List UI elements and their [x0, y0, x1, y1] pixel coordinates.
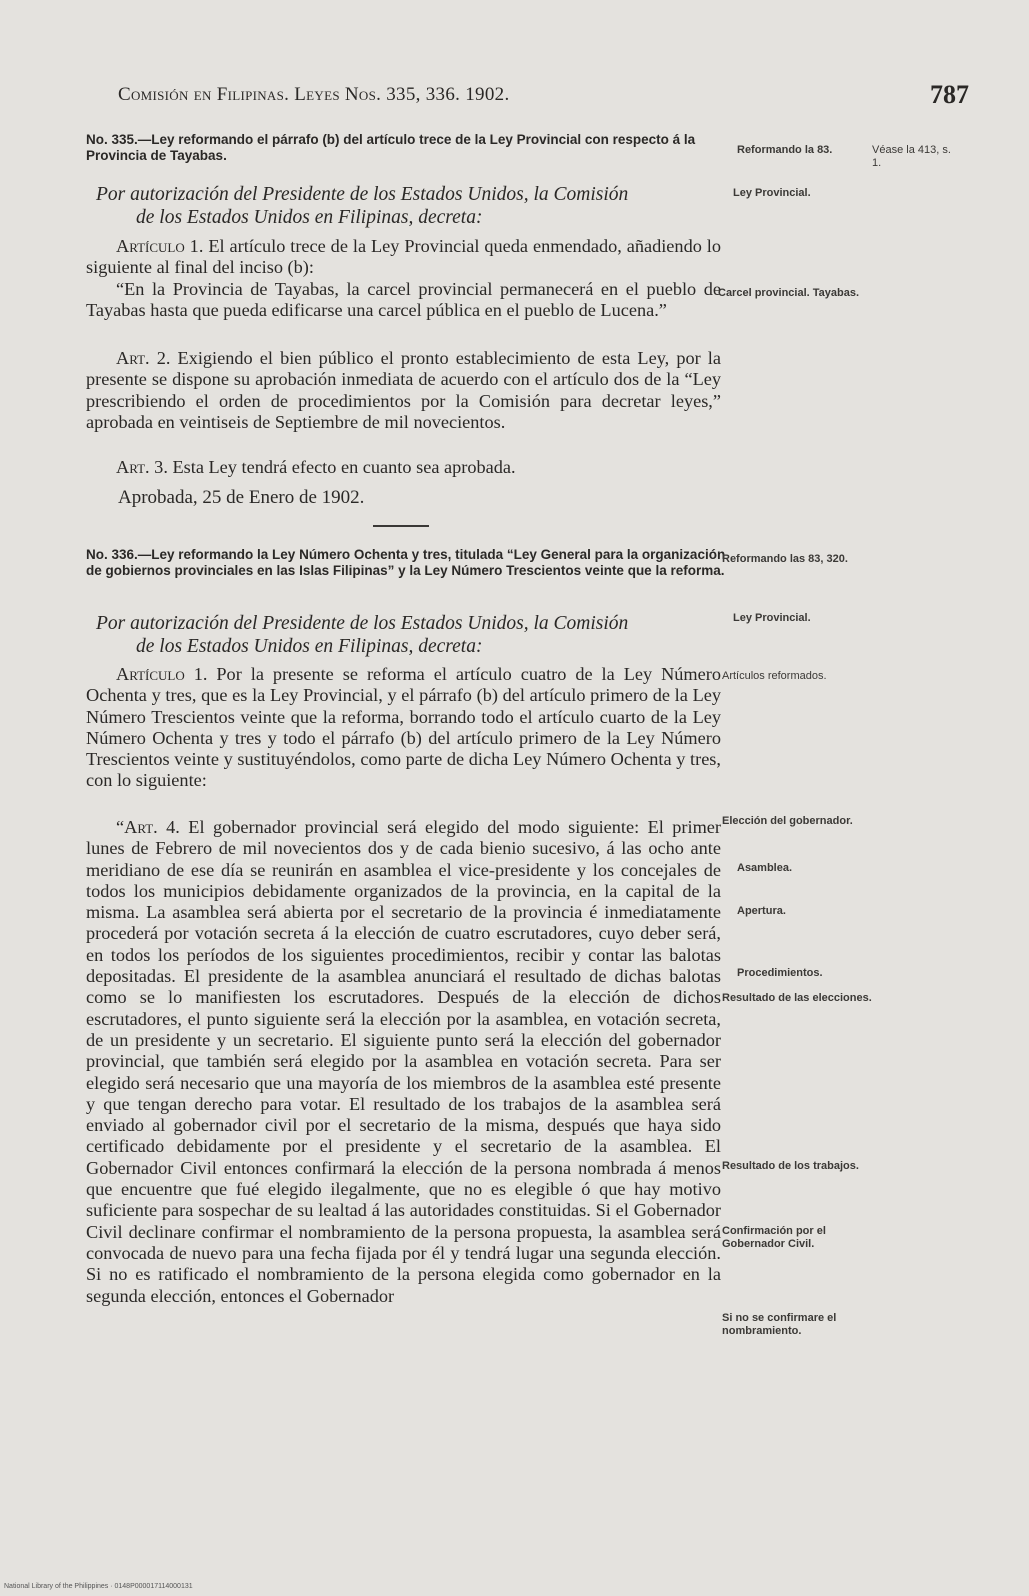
preamble-line-2: de los Estados Unidos en Filipinas, decreta: [136, 636, 483, 657]
margin-note: Elección del gobernador. [722, 815, 853, 827]
preamble-line-2: de los Estados Unidos en Filipinas, decreta: [136, 207, 483, 228]
law-335-heading: No. 335.—Ley reformando el párrafo (b) del artículo trece de la Ley Provincial con respecto á la Provincia de Tayabas. [86, 132, 696, 163]
section-divider [373, 525, 429, 527]
margin-note: Carcel provincial. Tayabas. [718, 287, 860, 299]
article-label: Art. 3. [116, 457, 168, 477]
margin-note: Resultado de las elecciones. [722, 992, 872, 1004]
margin-note: Véase la 413, s. 1. [872, 144, 951, 169]
margin-note: Procedimientos. [737, 967, 823, 979]
margin-note: Reformando la 83. [737, 144, 833, 156]
margin-note: Ley Provincial. [733, 187, 811, 199]
running-head: Comisión en Filipinas. Leyes Nos. 335, 336. 1902. [118, 84, 510, 105]
law-335-article-3 [86, 457, 721, 478]
margin-note: Si no se confirmare el nombramiento. [722, 1312, 837, 1337]
law-335-approved-date: Aprobada, 25 de Enero de 1902. [118, 487, 365, 508]
law-335-article-1-quote: “En la Provincia de Tayabas, la carcel provincial permanecerá en el pueblo de Tayabas hasta que pueda edificarse una carcel pública en el pueblo de Lucena.” [86, 279, 721, 321]
margin-note: Asamblea. [737, 862, 793, 874]
article-label: Art. 2. [116, 348, 171, 368]
scan-footer: National Library of the Philippines · 0148P000017114000131 [4, 1583, 193, 1590]
margin-note: Confirmación por el Gobernador Civil. [722, 1225, 826, 1250]
law-335-article-1 [86, 236, 721, 279]
margin-note: Apertura. [737, 905, 786, 917]
article-text: El gobernador provincial será elegido del modo siguiente: El primer lunes de Febrero de mil novecientos dos y de cada bienio sucesivo, á las ocho ante meridiano de ese día se reunirán en asamblea el vice-presidente y los concejales de todos los municipios debidamente organizados de la provincia, en la capital de la misma. La asamblea será abierta por el secretario de la provincia é inmediatamente procederá por votación secreta á la elección de cuatro escrutadores, cuyo deber será, en todos los períodos de los siguientes procedimientos, recibir y contar las balotas depositadas. El presidente de la asamblea anunciará el resultado de dichas balotas como se lo manifiesten los escrutadores. Después de la elección de dichos escrutadores, el punto siguiente será la elección por la asamblea, en votación secreta, de un presidente y un secretario. El siguiente punto será la elección del gobernador provincial, que también será elegido por la asamblea en votación secreta. Para ser elegido será necesario que una mayoría de los miembros de la asamblea esté presente y que tengan derecho para votar. El resultado de los trabajos de la asamblea será enviado al gobernador civil por el secretario de la misma, después que haya sido certificado debidamente por el presidente y el secretario de la asamblea. El Gobernador Civil entonces confirmará la elección de la persona nombrada á menos que encuentre que fué elegido ilegalmente, que no es elegible ó que hay motivo suficiente para sospechar de su lealtad á las autoridades constituidas. Si el Gobernador Civil declinare confirmar el nombramiento de la persona propuesta, la asamblea será convocada de nuevo para una fecha fijada por él y tendrá lugar una segunda elección. Si no es ratificado el nombramiento de la persona elegida como gobernador en la segunda elección, entonces el Gobernador [86, 817, 722, 1306]
law-336-article-4 [86, 817, 721, 1307]
margin-note: Resultado de los trabajos. [722, 1160, 859, 1172]
margin-note: Ley Provincial. [733, 612, 811, 624]
law-336-preamble [96, 612, 721, 658]
article-label: Artículo 1. [116, 664, 208, 684]
law-336-heading: No. 336.—Ley reformando la Ley Número Ochenta y tres, titulada “Ley General para la organización de gobiernos provinciales en las Islas Filipinas” y la Ley Número Trescientos veinte que la reforma. [86, 547, 726, 578]
preamble-line-1: Por autorización del Presidente de los Estados Unidos, la Comisión [96, 184, 629, 205]
article-text: El artículo trece de la Ley Provincial queda enmendado, añadiendo lo siguiente al final del inciso (b): [86, 236, 721, 278]
page-number: 787 [930, 80, 969, 109]
law-335-preamble [96, 183, 721, 229]
law-336-article-1 [86, 664, 721, 792]
article-label: “Art. 4. [116, 817, 180, 837]
law-335-article-2 [86, 348, 721, 433]
article-label: Artículo 1. [116, 236, 204, 256]
margin-note: Reformando las 83, 320. [722, 553, 848, 565]
article-text: Esta Ley tendrá efecto en cuanto sea aprobada. [172, 457, 516, 477]
preamble-line-1: Por autorización del Presidente de los Estados Unidos, la Comisión [96, 613, 629, 634]
margin-note: Artículos reformados. [722, 670, 827, 682]
article-text: Por la presente se reforma el artículo cuatro de la Ley Número Ochenta y tres, que es la Ley Provincial, y el párrafo (b) del artículo primero de la Ley Número Trescientos veinte que la reforma, borrando todo el artículo cuarto de la Ley Número Ochenta y tres y todo el párrafo (b) del artículo primero de la Ley Número Trescientos veinte y sustituyéndolos, como parte de dicha Ley Número Ochenta y tres, con lo siguiente: [86, 664, 721, 791]
article-text: Exigiendo el bien público el pronto establecimiento de esta Ley, por la presente se dispone su aprobación inmediata de acuerdo con el artículo dos de la “Ley prescribiendo el orden de procedimientos por la Comisión para decretar leyes,” aprobada en veintiseis de Septiembre de mil novecientos. [86, 348, 721, 432]
